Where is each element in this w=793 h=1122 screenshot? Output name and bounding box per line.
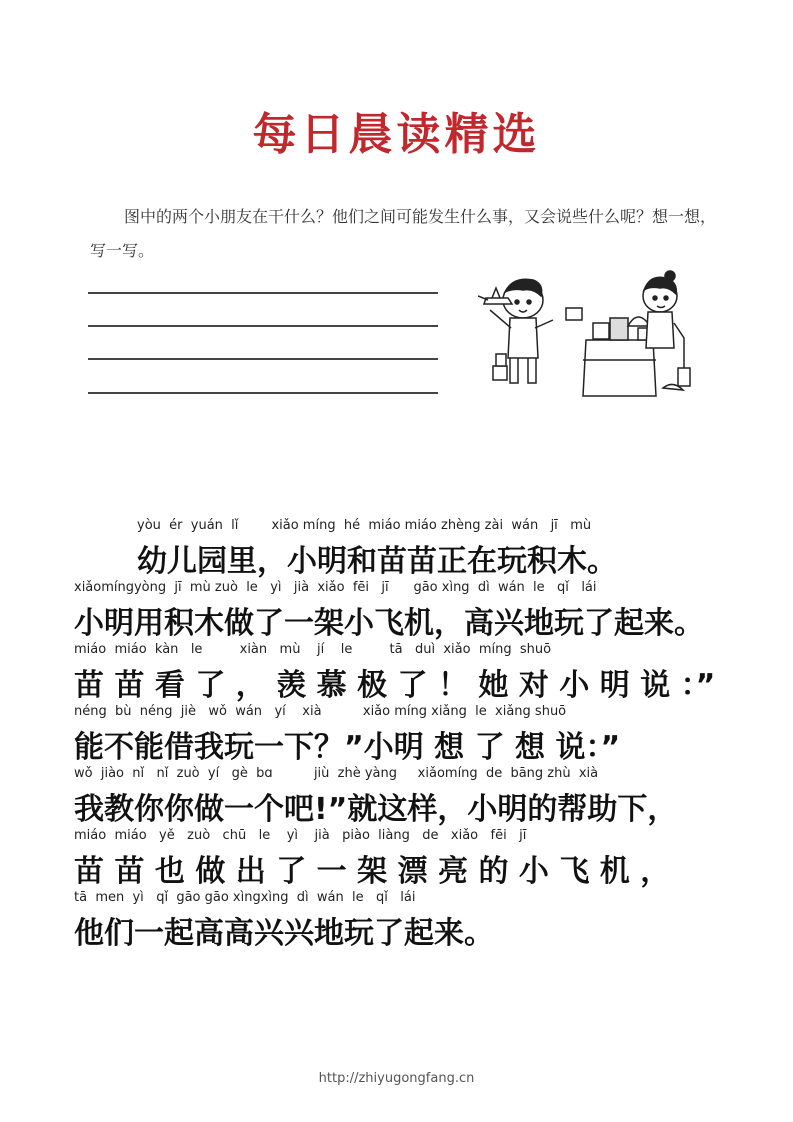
chinese-line: 幼儿园里，小明和苗苗正在玩积木。	[137, 544, 617, 579]
footer-url[interactable]: http://zhiyugongfang.cn	[318, 1071, 475, 1086]
chinese-line: 苗 苗 也 做 出 了 一 架 漂 亮 的 小 飞 机 ，	[74, 854, 671, 889]
pinyin-line: yòu ér yuán lǐ xiǎo míng hé miáo miáo zhèng zài wán jī mù	[137, 518, 592, 533]
answer-line[interactable]	[88, 358, 438, 360]
pinyin-line: miáo miáo yě zuò chū le yì jià piào liàng de xiǎo fēi jī	[74, 828, 527, 843]
writing-prompt: 图中的两个小朋友在干什么？他们之间可能发生什么事，又会说些什么呢？想一想，写一写。	[90, 207, 717, 260]
pinyin-line: néng bù néng jiè wǒ wán yí xià xiǎo míng xiǎng le xiǎng shuō	[74, 704, 567, 719]
chinese-line: 我教你你做一个吧!”就这样，小明的帮助下，	[74, 792, 678, 827]
pinyin-line: tā men yì qǐ gāo gāo xìngxìng dì wán le qǐ lái	[74, 890, 416, 905]
answer-line[interactable]	[88, 392, 438, 394]
chinese-line: 能不能借我玩一下？”小明 想 了 想 说：”	[74, 730, 621, 765]
answer-line[interactable]	[88, 292, 438, 294]
pinyin-line: xiǎomíngyòng jī mù zuò le yì jià xiǎo fēi jī gāo xìng dì wán le qǐ lái	[74, 580, 597, 595]
chinese-line: 小明用积木做了一架小飞机，高兴地玩了起来。	[74, 606, 704, 641]
chinese-line: 他们一起高高兴兴地玩了起来。	[74, 916, 494, 951]
chinese-line: 苗 苗 看 了 ， 羡 慕 极 了 ！ 她 对 小 明 说 ：”	[74, 668, 716, 703]
pinyin-line: wǒ jiào nǐ nǐ zuò yí gè bɑ jiù zhè yàng xiǎomíng de bāng zhù xià	[74, 766, 599, 781]
answer-line[interactable]	[88, 325, 438, 327]
page-title: 每日晨读精选	[252, 109, 541, 160]
pinyin-line: miáo miáo kàn le xiàn mù jí le tā duì xiǎo míng shuō	[74, 642, 552, 657]
children-playing-blocks-illustration	[478, 268, 693, 403]
